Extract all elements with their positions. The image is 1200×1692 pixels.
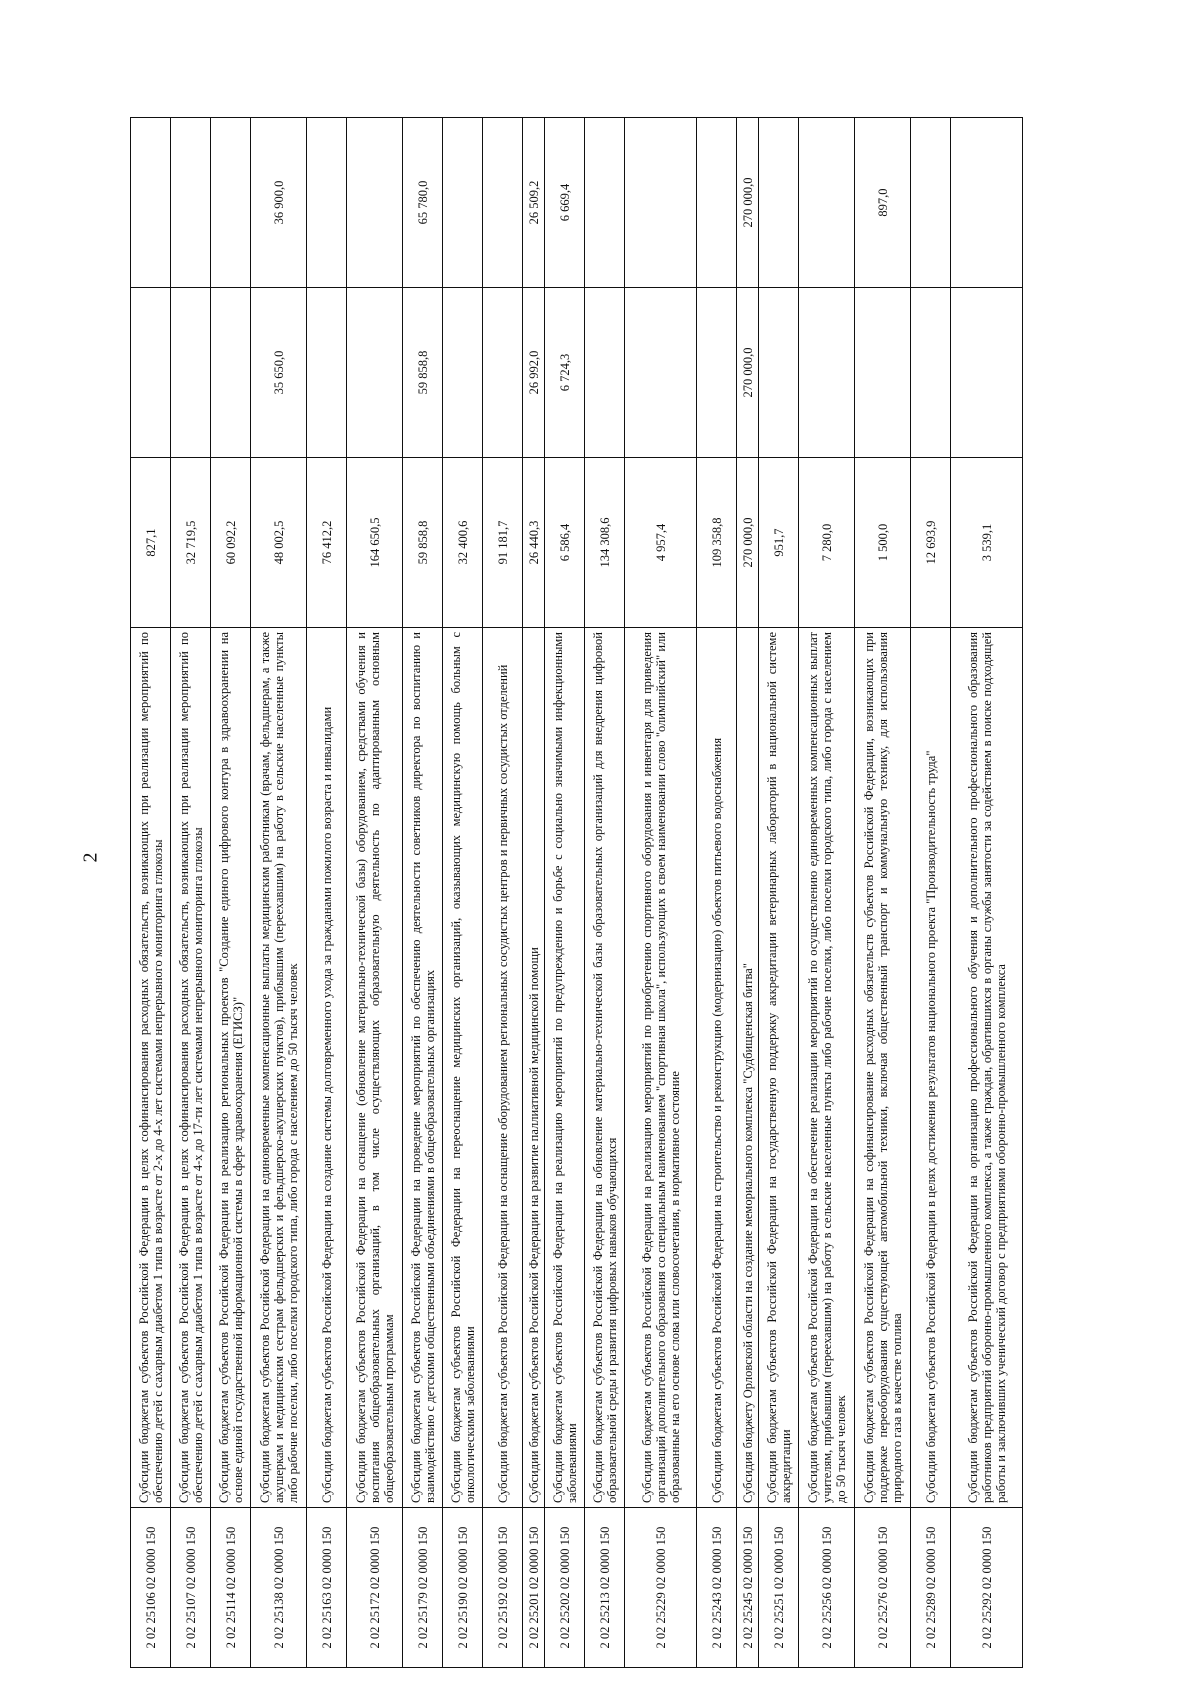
amount-year2-cell	[585, 288, 625, 458]
description-cell: Субсидии бюджетам субъектов Российской Федерации на единовременные компенсационные выплаты медицинским работникам (врачам, фельдшерам, а также акушеркам и медицинским сестрам фельдшерских и фельдшерско-акушерских пунктов), прибывшим (переехавшим) на работу в сельские населенные пункты либо рабочие поселки, либо поселки городского типа, либо города с населением до 50 тысяч человек	[251, 628, 307, 1508]
amount-year3-cell	[585, 118, 625, 288]
budget-code-cell: 2 02 25192 02 0000 150	[483, 1508, 523, 1668]
amount-year2-cell	[855, 288, 911, 458]
description-cell: Субсидии бюджетам субъектов Российской Федерации на строительство и реконструкцию (модернизацию) объектов питьевого водоснабжения	[697, 628, 737, 1508]
amount-year2-cell	[911, 288, 951, 458]
table-row	[443, 118, 483, 1668]
amount-year1-cell: 60 092,2	[211, 458, 251, 628]
budget-code-cell: 2 02 25114 02 0000 150	[211, 1508, 251, 1668]
table-row	[951, 118, 1023, 1668]
amount-year1-cell: 91 181,7	[483, 458, 523, 628]
table-row	[211, 118, 251, 1668]
table-row	[737, 118, 759, 1668]
amount-year2-cell	[211, 288, 251, 458]
amount-year3-cell	[951, 118, 1023, 288]
amount-year3-cell	[211, 118, 251, 288]
description-cell: Субсидии бюджетам субъектов Российской Федерации на переоснащение медицинских организаций, оказывающих медицинскую помощь больным с онкологическими заболеваниями	[443, 628, 483, 1508]
description-cell: Субсидии бюджетам субъектов Российской Федерации на оснащение оборудованием региональных сосудистых центров и первичных сосудистых отделений	[483, 628, 523, 1508]
amount-year3-cell	[131, 118, 171, 288]
amount-year1-cell: 7 280,0	[799, 458, 855, 628]
table-row	[523, 118, 545, 1668]
table-row	[171, 118, 211, 1668]
description-cell: Субсидии бюджетам субъектов Российской Федерации на софинансирование расходных обязательств субъектов Российской Федерации, возникающих при поддержке переоборудования существующей автомобильной техники, включая общественный транспорт и коммунальную технику, для использования природного газа в качестве топлива	[855, 628, 911, 1508]
table-row	[347, 118, 403, 1668]
amount-year3-cell: 26 509,2	[523, 118, 545, 288]
amount-year1-cell: 32 400,6	[443, 458, 483, 628]
budget-code-cell: 2 02 25251 02 0000 150	[759, 1508, 799, 1668]
amount-year1-cell: 3 539,1	[951, 458, 1023, 628]
budget-code-cell: 2 02 25163 02 0000 150	[307, 1508, 347, 1668]
amount-year1-cell: 12 693,9	[911, 458, 951, 628]
budget-table-body	[131, 118, 1023, 1668]
amount-year3-cell	[697, 118, 737, 288]
amount-year1-cell: 76 412,2	[307, 458, 347, 628]
table-row	[585, 118, 625, 1668]
table-row	[911, 118, 951, 1668]
table-row	[625, 118, 697, 1668]
amount-year3-cell	[307, 118, 347, 288]
amount-year2-cell	[131, 288, 171, 458]
amount-year3-cell: 6 669,4	[545, 118, 585, 288]
amount-year3-cell	[799, 118, 855, 288]
amount-year3-cell	[443, 118, 483, 288]
budget-code-cell: 2 02 25106 02 0000 150	[131, 1508, 171, 1668]
description-cell: Субсидии бюджетам субъектов Российской Федерации на реализацию мероприятий по приобретению спортивного оборудования и инвентаря для приведения организаций дополнительного образования со специальным наименованием "спортивная школа", использующих в своем наименовании слово "олимпийский" или образованные на его основе слова или словосочетания, в нормативное состояние	[625, 628, 697, 1508]
budget-code-cell: 2 02 25256 02 0000 150	[799, 1508, 855, 1668]
budget-code-cell: 2 02 25202 02 0000 150	[545, 1508, 585, 1668]
amount-year3-cell	[483, 118, 523, 288]
amount-year1-cell: 134 308,6	[585, 458, 625, 628]
description-cell: Субсидии бюджетам субъектов Российской Федерации на обновление материально-технической базы образовательных организаций для внедрения цифровой образовательной среды и развития цифровых навыков обучающихся	[585, 628, 625, 1508]
table-row	[697, 118, 737, 1668]
amount-year2-cell	[759, 288, 799, 458]
budget-code-cell: 2 02 25138 02 0000 150	[251, 1508, 307, 1668]
budget-code-cell: 2 02 25229 02 0000 150	[625, 1508, 697, 1668]
table-row	[545, 118, 585, 1668]
budget-table	[130, 117, 1023, 1668]
description-cell: Субсидии бюджетам субъектов Российской Федерации в целях софинансирования расходных обязательств, возникающих при реализации мероприятий по обеспечению детей с сахарным диабетом 1 типа в возрасте от 2-х до 4-х лет системами непрерывного мониторинга глюкозы	[131, 628, 171, 1508]
amount-year2-cell: 59 858,8	[403, 288, 443, 458]
amount-year1-cell: 164 650,5	[347, 458, 403, 628]
description-cell: Субсидии бюджетам субъектов Российской Федерации на проведение мероприятий по обеспечению деятельности советников директора по воспитанию и взаимодействию с детскими общественными объединениями в общеобразовательных организациях	[403, 628, 443, 1508]
amount-year2-cell	[951, 288, 1023, 458]
table-row	[403, 118, 443, 1668]
amount-year2-cell: 35 650,0	[251, 288, 307, 458]
amount-year1-cell: 26 440,3	[523, 458, 545, 628]
budget-code-cell: 2 02 25292 02 0000 150	[951, 1508, 1023, 1668]
amount-year1-cell: 827,1	[131, 458, 171, 628]
table-row	[483, 118, 523, 1668]
description-cell: Субсидия бюджету Орловской области на создание мемориального комплекса "Судбищенская битва"	[737, 628, 759, 1508]
budget-code-cell: 2 02 25179 02 0000 150	[403, 1508, 443, 1668]
amount-year2-cell	[443, 288, 483, 458]
amount-year3-cell: 65 780,0	[403, 118, 443, 288]
description-cell: Субсидии бюджетам субъектов Российской Федерации на реализацию мероприятий по предупреждению и борьбе с социально значимыми инфекционными заболеваниями	[545, 628, 585, 1508]
amount-year3-cell: 897,0	[855, 118, 911, 288]
budget-code-cell: 2 02 25107 02 0000 150	[171, 1508, 211, 1668]
budget-code-cell: 2 02 25243 02 0000 150	[697, 1508, 737, 1668]
amount-year2-cell	[625, 288, 697, 458]
description-cell: Субсидии бюджетам субъектов Российской Федерации в целях достижения результатов национального проекта "Производительность труда"	[911, 628, 951, 1508]
table-row	[131, 118, 171, 1668]
budget-code-cell: 2 02 25289 02 0000 150	[911, 1508, 951, 1668]
budget-code-cell: 2 02 25201 02 0000 150	[523, 1508, 545, 1668]
description-cell: Субсидии бюджетам субъектов Российской Федерации на оснащение (обновление материально-технической базы) оборудованием, средствами обучения и воспитания общеобразовательных организаций, в том числе осуществляющих образовательную деятельность по адаптированным основным общеобразовательным программам	[347, 628, 403, 1508]
budget-code-cell: 2 02 25213 02 0000 150	[585, 1508, 625, 1668]
budget-code-cell: 2 02 25172 02 0000 150	[347, 1508, 403, 1668]
table-row	[307, 118, 347, 1668]
table-row	[251, 118, 307, 1668]
amount-year1-cell: 109 358,8	[697, 458, 737, 628]
amount-year1-cell: 32 719,5	[171, 458, 211, 628]
budget-code-cell: 2 02 25245 02 0000 150	[737, 1508, 759, 1668]
amount-year2-cell: 26 992,0	[523, 288, 545, 458]
amount-year3-cell	[759, 118, 799, 288]
page-number: 2	[79, 852, 102, 863]
budget-code-cell: 2 02 25276 02 0000 150	[855, 1508, 911, 1668]
table-row	[855, 118, 911, 1668]
table-row	[799, 118, 855, 1668]
amount-year3-cell	[171, 118, 211, 288]
amount-year2-cell	[171, 288, 211, 458]
amount-year2-cell	[347, 288, 403, 458]
amount-year2-cell	[799, 288, 855, 458]
amount-year1-cell: 270 000,0	[737, 458, 759, 628]
amount-year2-cell	[483, 288, 523, 458]
description-cell: Субсидии бюджетам субъектов Российской Федерации на обеспечение реализации мероприятий по осуществлению единовременных компенсационных выплат учителям, прибывшим (переехавшим) на работу в сельские населенные пункты либо рабочие поселки, либо поселки городского типа, либо города с населением до 50 тысяч человек	[799, 628, 855, 1508]
amount-year2-cell	[697, 288, 737, 458]
budget-code-cell: 2 02 25190 02 0000 150	[443, 1508, 483, 1668]
amount-year1-cell: 6 586,4	[545, 458, 585, 628]
amount-year1-cell: 4 957,4	[625, 458, 697, 628]
table-row	[759, 118, 799, 1668]
budget-table-container	[130, 118, 1030, 1668]
amount-year3-cell	[347, 118, 403, 288]
amount-year2-cell: 6 724,3	[545, 288, 585, 458]
amount-year1-cell: 951,7	[759, 458, 799, 628]
amount-year1-cell: 1 500,0	[855, 458, 911, 628]
amount-year3-cell	[625, 118, 697, 288]
description-cell: Субсидии бюджетам субъектов Российской Федерации на развитие паллиативной медицинской помощи	[523, 628, 545, 1508]
description-cell: Субсидии бюджетам субъектов Российской Федерации в целях софинансирования расходных обязательств, возникающих при реализации мероприятий по обеспечению детей с сахарным диабетом 1 типа в возрасте от 4-х до 17-ти лет системами непрерывного мониторинга глюкозы	[171, 628, 211, 1508]
description-cell: Субсидии бюджетам субъектов Российской Федерации на реализацию региональных проектов "Создание единого цифрового контура в здравоохранении на основе единой государственной информационной системы в сфере здравоохранения (ЕГИСЗ)"	[211, 628, 251, 1508]
amount-year1-cell: 48 002,5	[251, 458, 307, 628]
amount-year3-cell: 270 000,0	[737, 118, 759, 288]
amount-year3-cell: 36 900,0	[251, 118, 307, 288]
description-cell: Субсидии бюджетам субъектов Российской Федерации на организацию профессионального обучения и дополнительного профессионального образования работников предприятий оборонно-промышленного комплекса, а также граждан, обратившихся в органы службы занятости за содействием в поиске подходящей работы и заключивших ученический договор с предприятиями оборонно-промышленного комплекса	[951, 628, 1023, 1508]
description-cell: Субсидии бюджетам субъектов Российской Федерации на создание системы долговременного ухода за гражданами пожилого возраста и инвалидами	[307, 628, 347, 1508]
amount-year2-cell: 270 000,0	[737, 288, 759, 458]
description-cell: Субсидии бюджетам субъектов Российской Федерации на государственную поддержку аккредитации ветеринарных лабораторий в национальной системе аккредитации	[759, 628, 799, 1508]
amount-year3-cell	[911, 118, 951, 288]
amount-year1-cell: 59 858,8	[403, 458, 443, 628]
amount-year2-cell	[307, 288, 347, 458]
